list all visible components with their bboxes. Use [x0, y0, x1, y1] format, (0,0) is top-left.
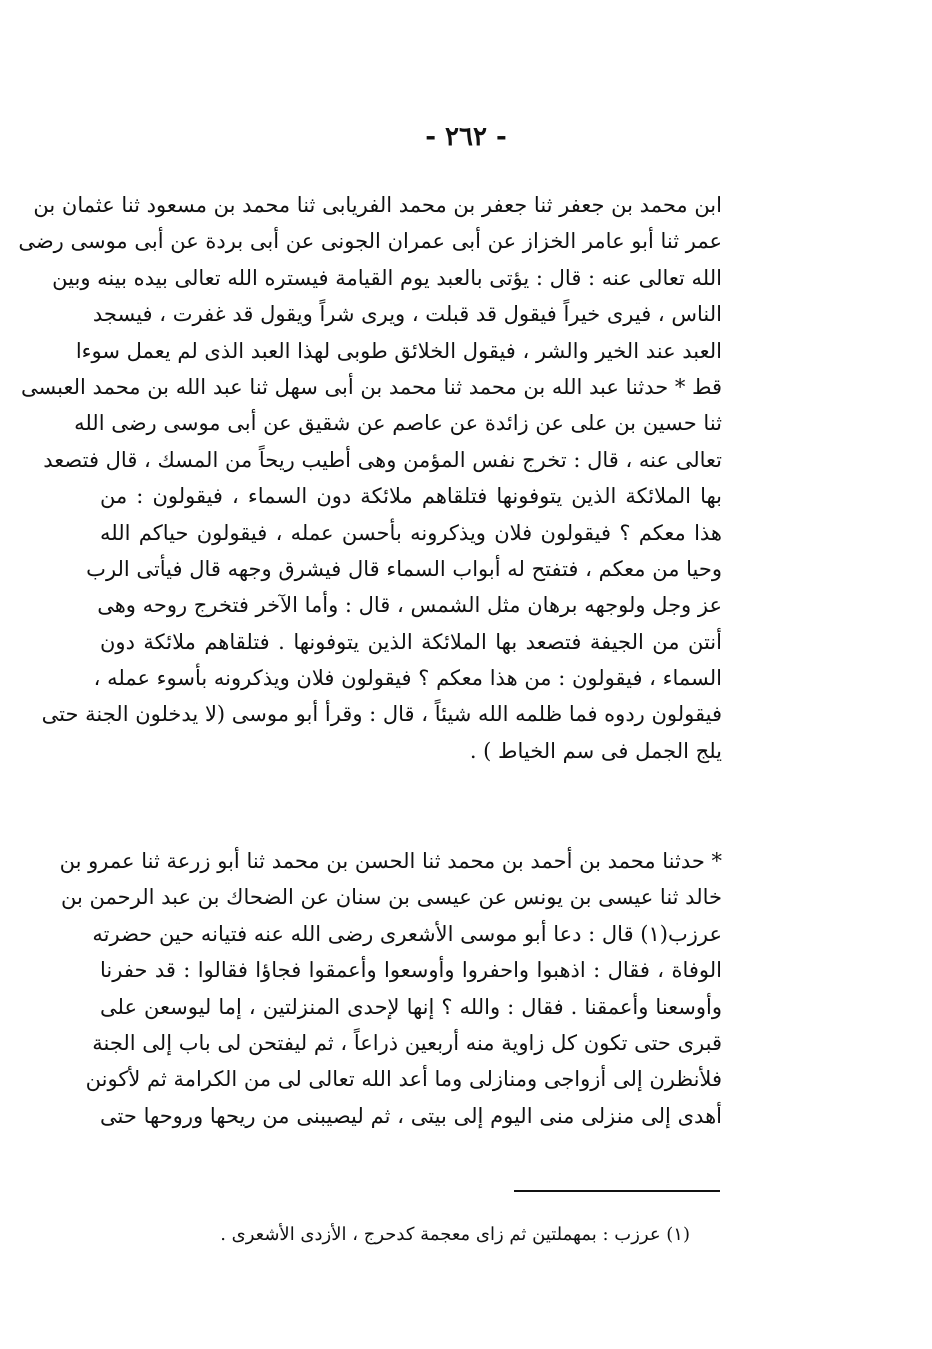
text-line: تعالى عنه ، قال : تخرج نفس المؤمن وهى أطيب ريحاً من المسك ، قال فتصعد: [43, 447, 722, 472]
text-line: قبرى حتى تكون كل زاوية منه أربعين ذراعاً ، ثم ليفتحن لى باب إلى الجنة: [92, 1030, 722, 1055]
text-line: وأوسعنا وأعمقنا . فقال : والله ؟ إنها لإحدى المنزلتين ، إما ليوسعن على: [100, 994, 722, 1019]
text-line: أنتن من الجيفة فتصعد بها الملائكة الذين يتوفونها . فتلقاهم ملائكة دون: [100, 629, 722, 654]
text-line: فيقولون ردوه فما ظلمه الله شيئاً ، قال : وقرأ أبو موسى (لا يدخلون الجنة حتى: [41, 702, 722, 727]
text-line: * حدثنا محمد بن أحمد بن محمد ثنا الحسن بن محمد ثنا أبو زرعة ثنا عمرو بن: [59, 849, 722, 873]
text-line: عز وجل ولوجهه برهان مثل الشمس ، قال : وأما الآخر فتخرج روحه وهى: [97, 593, 722, 618]
text-line: عمر ثنا أبو عامر الخزاز عن أبى عمران الجونى عن أبى بردة عن أبى موسى رضى: [18, 229, 722, 254]
text-line: خالد ثنا عيسى بن يونس عن عيسى بن سنان عن الضحاك بن عبد الرحمن بن: [61, 885, 722, 910]
text-line: بها الملائكة الذين يتوفونها فتلقاهم ملائكة دون السماء ، فيقولون : من: [100, 484, 722, 509]
text-line: الوفاة ، فقال : اذهبوا واحفروا وأوسعوا وأعمقوا فجاؤا فقالوا : قد حفرنا: [100, 958, 722, 983]
text-line: السماء ، فيقولون : من هذا معكم ؟ فيقولون فلان ويذكرونه بأسوء عمله ،: [93, 666, 722, 691]
text-line: قط * حدثنا عبد الله بن محمد ثنا محمد بن أبى سهل ثنا عبد الله بن محمد العبسى: [20, 374, 722, 399]
text-line: الله تعالى عنه : قال : يؤتى بالعبد يوم القيامة فيستره الله تعالى بيده بينه وبين: [52, 265, 722, 290]
text-line: أهدى إلى منزلى منى اليوم إلى بيتى ، ثم ليصيبنى من ريحها وروحها حتى: [100, 1103, 722, 1128]
text-line: وحيا من معكم ، فتفتح له أبواب السماء قال فيشرق وجهه قال فيأتى الرب: [86, 556, 722, 581]
footnote: (١) عرزب : بمهملتين ثم زاى معجمة كدحرج ، الأزدى الأشعرى .: [220, 1224, 690, 1245]
paragraph-1: [18, 187, 722, 769]
text-line: هذا معكم ؟ فيقولون فلان ويذكرونه بأحسن عمله ، فيقولون حياكم الله: [100, 520, 722, 545]
text-line: ثنا حسين بن على عن زائدة عن عاصم عن شقيق عن أبى موسى رضى الله: [74, 411, 722, 436]
text-line: يلج الجمل فى سم الخياط ) .: [469, 738, 722, 763]
text-line: الناس ، فيرى خيراً فيقول قد قبلت ، ويرى شراً ويقول قد غفرت ، فيسجد: [92, 302, 722, 327]
text-line: فلأنظرن إلى أزواجى ومنازلى وما أعد الله تعالى لى من الكرامة ثم لأكونن: [85, 1067, 722, 1092]
page-number: - ٢٦٢ -: [425, 122, 507, 152]
text-line: عرزب(١) قال : دعا أبو موسى الأشعرى رضى الله عنه فتيانه حين حضرته: [92, 921, 722, 946]
text-line: ابن محمد بن جعفر ثنا جعفر بن محمد الفريابى ثنا محمد بن مسعود ثنا عثمان بن: [33, 193, 722, 217]
footnote-divider: [514, 1190, 720, 1192]
paragraph-2: [59, 843, 722, 1134]
text-line: العبد عند الخير والشر ، فيقول الخلائق طوبى لهذا العبد الذى لم يعمل سوءا: [75, 338, 722, 363]
